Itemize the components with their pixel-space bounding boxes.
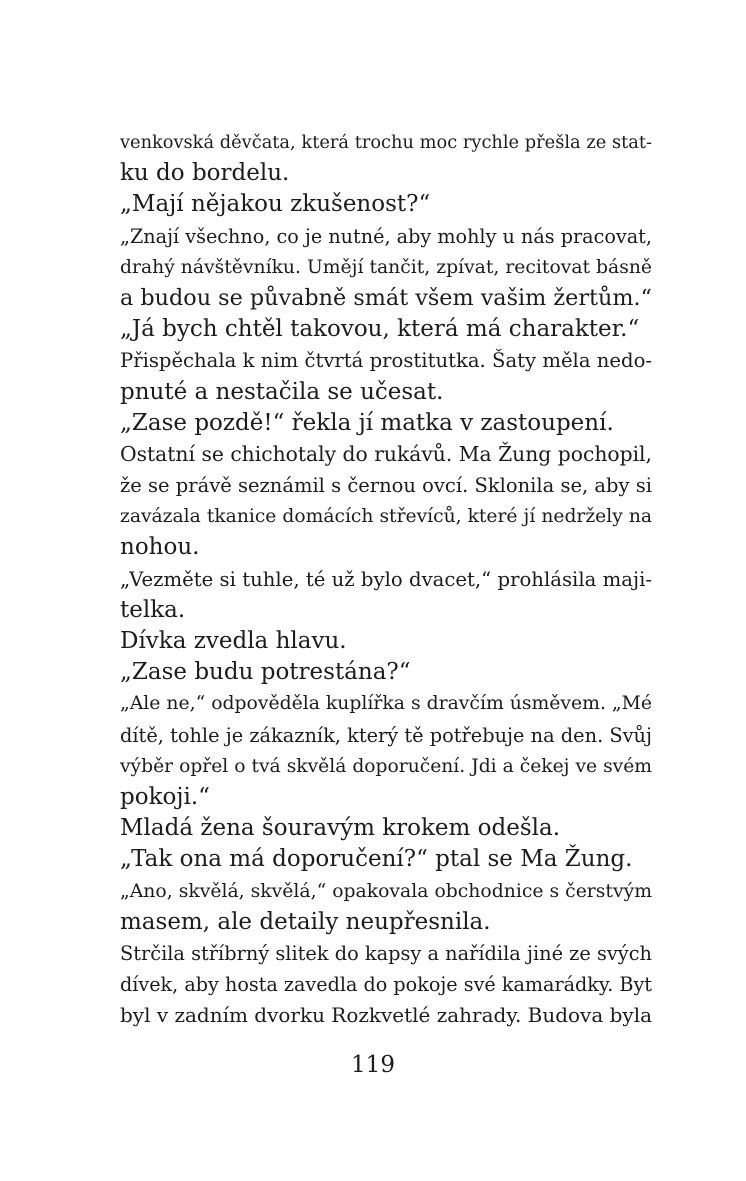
text-line: nohou. [120, 534, 200, 561]
text-line: dívek, aby hosta zavedla do pokoje své kamarádky. Byt [120, 973, 652, 997]
text-line: Strčila stříbrný slitek do kapsy a nařídila jiné ze svých [120, 941, 652, 965]
text-line: pokoji.“ [120, 783, 210, 810]
text-line: „Ano, skvělá, skvělá,“ opakovala obchodnice s čerstvým [120, 880, 652, 902]
text-line: Ostatní se chichotaly do rukávů. Ma Žung pochopil, [120, 441, 652, 466]
text-line: že se právě seznámil s černou ovcí. Sklonila se, aby si [120, 474, 652, 498]
text-line: Mladá žena šouravým krokem odešla. [120, 815, 561, 842]
text-line: dítě, tohle je zákazník, který tě potřebuje na den. Svůj [120, 723, 652, 747]
body-text [120, 127, 652, 1031]
text-line: masem, ale detaily neupřesnila. [120, 908, 491, 935]
text-line: Dívka zvedla hlavu. [120, 628, 347, 654]
text-line: „Znají všechno, co je nutné, aby mohly u nás pracovat, [120, 224, 652, 248]
text-line: „Ale ne,“ odpověděla kuplířka s dravčím úsměvem. „Mé [120, 693, 652, 715]
text-line: drahý návštěvníku. Umějí tančit, zpívat, recitovat básně [120, 256, 652, 278]
text-line: „Zase budu potrestána?“ [120, 659, 411, 686]
page-number: 119 [351, 1052, 395, 1078]
text-line: výběr opřel o tvá skvělá doporučení. Jdi a čekej ve svém [120, 755, 652, 777]
text-line: zavázala tkanice domácích střevíců, které jí nedržely na [120, 506, 652, 528]
text-line: a budou se půvabně smát všem vašim žertům.“ [120, 284, 652, 311]
text-line: venkovská děvčata, která trochu moc rychle přešla ze stat- [120, 132, 652, 153]
text-line: Přispěchala k nim čtvrtá prostitutka. Šaty měla nedo- [120, 349, 652, 373]
text-line: ku do bordelu. [120, 160, 290, 187]
text-line: pnuté a nestačila se učesat. [120, 378, 444, 405]
text-line: telka. [120, 596, 186, 623]
text-line: byl v zadním dvorku Rozkvetlé zahrady. Budova byla [120, 1003, 652, 1028]
text-line: „Já bych chtěl takovou, která má charakter.“ [120, 316, 640, 343]
text-line: „Vezměte si tuhle, té už bylo dvacet,“ prohlásila maji- [120, 567, 652, 591]
text-line: „Zase pozdě!“ řekla jí matka v zastoupení. [120, 409, 614, 436]
text-line: „Tak ona má doporučení?“ ptal se Ma Žung. [120, 846, 633, 873]
text-line: „Mají nějakou zkušenost?“ [120, 191, 431, 218]
